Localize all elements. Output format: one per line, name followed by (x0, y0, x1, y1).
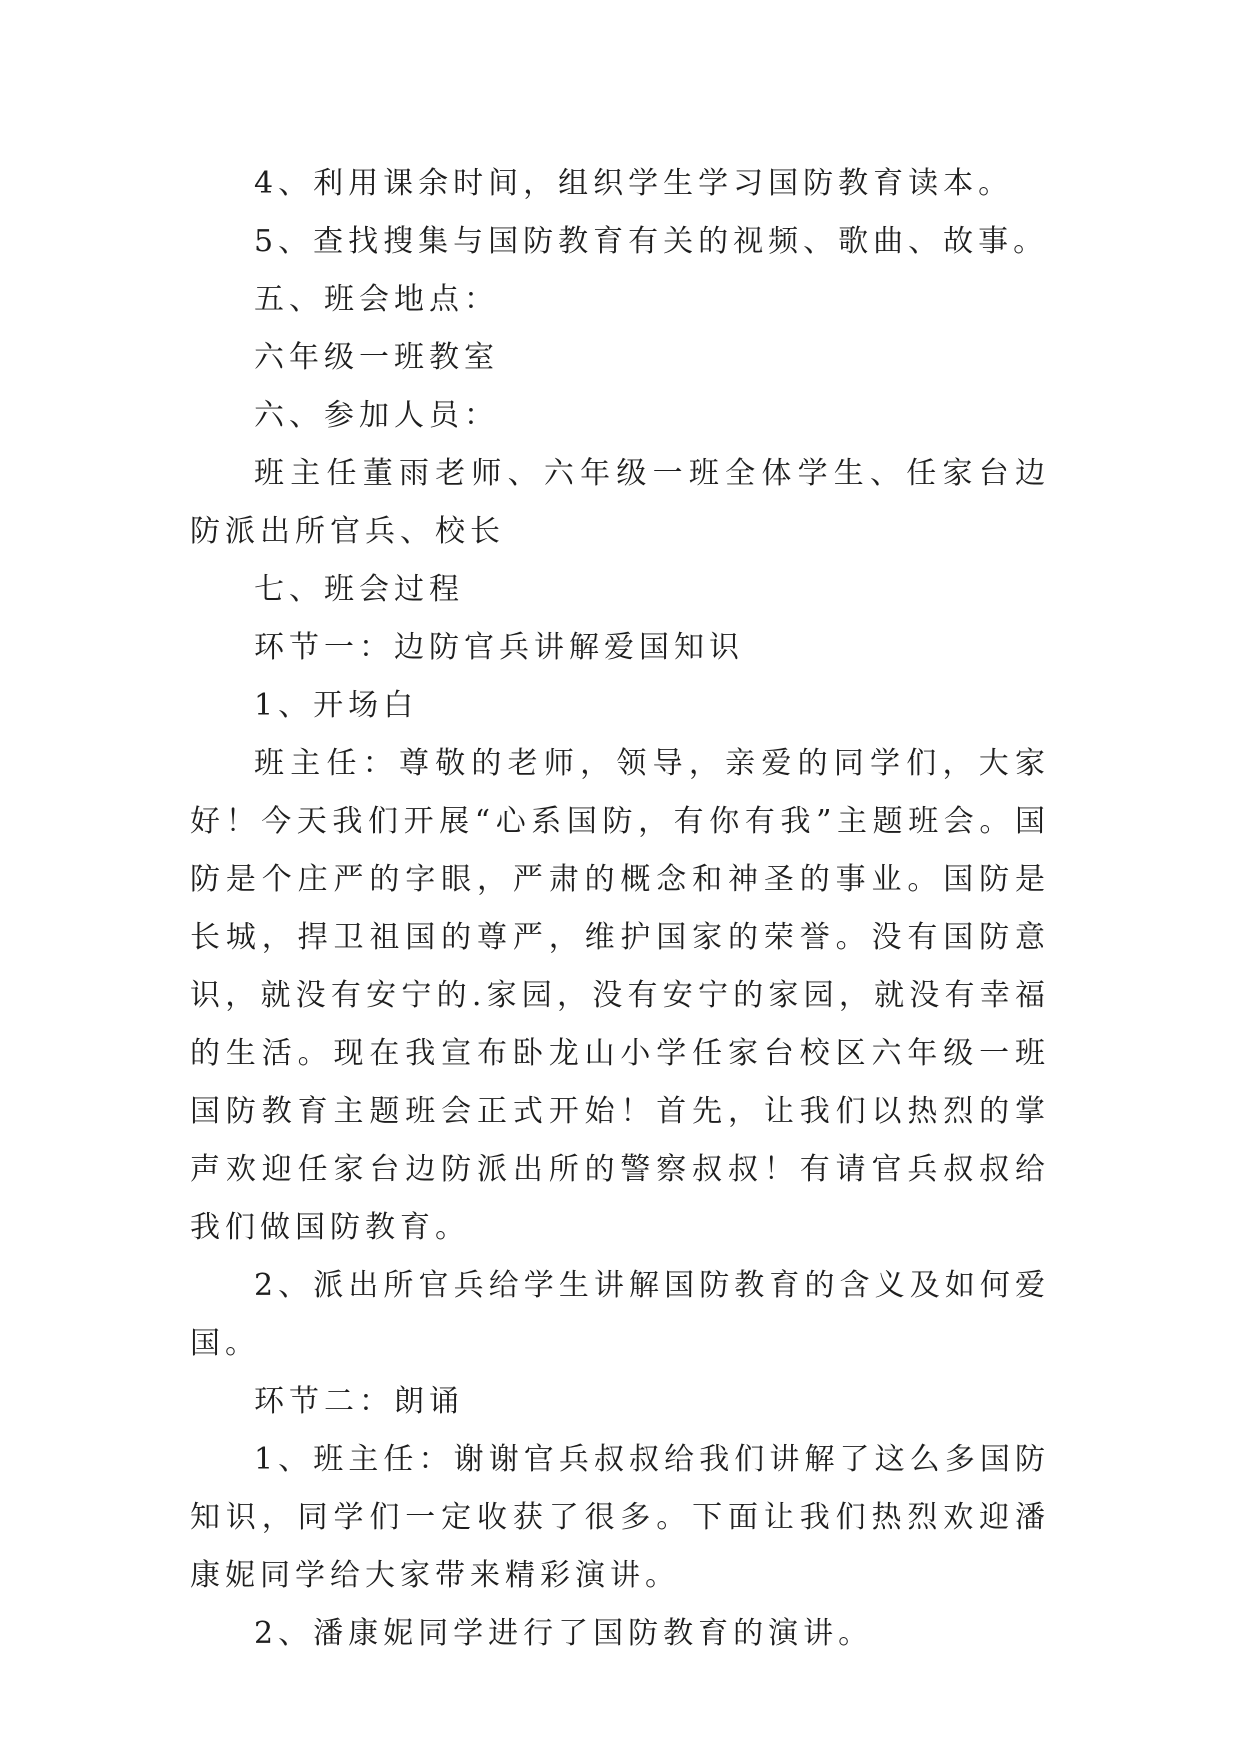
section-heading-participants: 六、参加人员： (254, 398, 499, 433)
document-body (190, 155, 1050, 1663)
paragraph-item-4: 4、利用课余时间，组织学生学习国防教育读本。 (254, 166, 1014, 201)
location-value: 六年级一班教室 (254, 340, 499, 375)
stage-one-heading: 环节一：边防官兵讲解爱国知识 (254, 630, 744, 665)
section-heading-process: 七、班会过程 (254, 572, 464, 607)
section-heading-location: 五、班会地点： (254, 282, 499, 317)
participants-value: 班主任董雨老师、六年级一班全体学生、任家台边防派出所官兵、校长 (190, 456, 1050, 549)
stage-one-step-1: 1、开场白 (254, 688, 419, 723)
stage-two-step-2: 2、潘康妮同学进行了国防教育的演讲。 (254, 1616, 874, 1651)
opening-speech: 班主任：尊敬的老师，领导，亲爱的同学们，大家好！今天我们开展“心系国防，有你有我”主题班会。国防是个庄严的字眼，严肃的概念和神圣的事业。国防是长城，捍卫祖国的尊严，维护国家的荣誉。没有国防意识，就没有安宁的.家园，没有安宁的家园，就没有幸福的生活。现在我宣布卧龙山小学任家台校区六年级一班国防教育主题班会正式开始！首先，让我们以热烈的掌声欢迎任家台边防派出所的警察叔叔！有请官兵叔叔给我们做国防教育。 (190, 746, 1050, 1245)
stage-two-heading: 环节二：朗诵 (254, 1384, 464, 1419)
paragraph-item-5: 5、查找搜集与国防教育有关的视频、歌曲、故事。 (254, 224, 1049, 259)
stage-two-step-1: 1、班主任：谢谢官兵叔叔给我们讲解了这么多国防知识，同学们一定收获了很多。下面让我们热烈欢迎潘康妮同学给大家带来精彩演讲。 (190, 1442, 1050, 1593)
stage-one-step-2: 2、派出所官兵给学生讲解国防教育的含义及如何爱国。 (190, 1268, 1050, 1361)
